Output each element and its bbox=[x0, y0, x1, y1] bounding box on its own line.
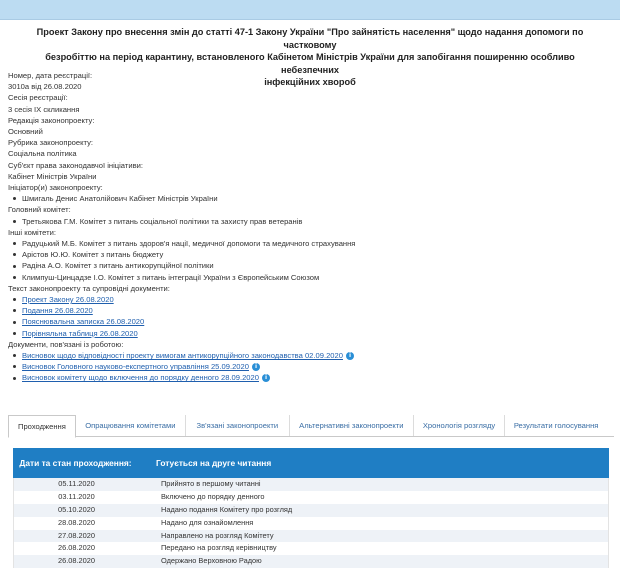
texts-list bbox=[8, 294, 620, 339]
other-committees-list bbox=[8, 238, 620, 283]
row-event: Направлено на розгляд Комітету bbox=[161, 530, 274, 540]
list-item: Радіна А.О. Комітет з питань антикорупційної політики bbox=[22, 260, 620, 271]
tab-review-chronology[interactable]: Хронологія розгляду bbox=[414, 415, 505, 436]
title-line: інфекційних хвороб bbox=[264, 77, 356, 87]
related-label: Документи, пов'язані із роботою: bbox=[8, 339, 124, 349]
list-item: Климпуш-Цинцадзе І.О. Комітет з питань інтеграції України з Європейським Союзом bbox=[22, 272, 620, 283]
other-committees-label: Інші комітети: bbox=[8, 227, 56, 237]
row-date: 27.08.2020 bbox=[58, 530, 95, 540]
related-link-committee-agenda[interactable]: Висновок комітету щодо включення до порядку денного 28.09.2020 bbox=[22, 373, 259, 383]
row-event: Надано подання Комітету про розгляд bbox=[161, 504, 293, 514]
doc-link-bill[interactable]: Проект Закону 26.08.2020 bbox=[22, 295, 114, 305]
header-current-status: Готується на друге читання bbox=[156, 458, 272, 468]
main-committee-label: Головний комітет: bbox=[8, 205, 71, 215]
tab-passage[interactable]: Проходження bbox=[8, 415, 76, 438]
bill-tabs-panel bbox=[8, 415, 614, 568]
session-value: 3 сесія IX скликання bbox=[8, 104, 80, 114]
row-date: 03.11.2020 bbox=[58, 491, 95, 501]
list-item bbox=[22, 350, 620, 361]
table-header bbox=[13, 448, 609, 478]
tab-linked-bills[interactable]: Зв'язані законопроекти bbox=[186, 415, 290, 436]
title-line: Проект Закону про внесення змін до статті 47-1 Закону України "Про зайнятість населення" щодо надання допомоги по частковому bbox=[36, 27, 584, 50]
row-event: Надано для ознайомлення bbox=[161, 517, 254, 527]
edition-value: Основний bbox=[8, 127, 43, 137]
tab-bar bbox=[8, 415, 614, 437]
list-item bbox=[22, 361, 620, 372]
row-event: Передано на розгляд керівництву bbox=[161, 543, 277, 553]
doc-link-explanatory-note[interactable]: Пояснювальна записка 26.08.2020 bbox=[22, 317, 145, 327]
tab-committee-processing[interactable]: Опрацювання комітетами bbox=[76, 415, 186, 436]
info-icon[interactable]: i bbox=[262, 374, 270, 382]
list-item bbox=[22, 372, 620, 383]
row-event: Включено до порядку денного bbox=[161, 491, 265, 501]
texts-label: Текст законопроекту та супровідні документи: bbox=[8, 283, 170, 293]
bill-metadata bbox=[0, 64, 620, 384]
tab-alternative-bills[interactable]: Альтернативні законопроекти bbox=[290, 415, 414, 436]
row-date: 05.11.2020 bbox=[58, 479, 95, 488]
initiators-list bbox=[8, 193, 620, 204]
subject-value: Кабінет Міністрів України bbox=[8, 171, 97, 181]
row-event: Прийнято в першому читанні bbox=[161, 479, 261, 488]
rubric-label: Рубрика законопроекту: bbox=[8, 138, 93, 148]
session-label: Сесія реєстрації: bbox=[8, 93, 68, 103]
list-item bbox=[22, 305, 620, 316]
row-date: 26.08.2020 bbox=[58, 556, 95, 566]
list-item: Радуцький М.Б. Комітет з питань здоров'я нації, медичної допомоги та медичного страхування bbox=[22, 238, 620, 249]
row-event: Одержано Верховною Радою bbox=[161, 556, 262, 566]
row-date: 28.08.2020 bbox=[58, 517, 95, 527]
table-row bbox=[14, 530, 608, 543]
edition-label: Редакція законопроекту: bbox=[8, 115, 95, 125]
top-banner-strip bbox=[0, 0, 620, 20]
table-row bbox=[14, 542, 608, 555]
row-date: 05.10.2020 bbox=[58, 504, 95, 514]
rubric-value: Соціальна політика bbox=[8, 149, 77, 159]
reg-value: 3010а від 26.08.2020 bbox=[8, 82, 82, 92]
header-dates: Дати та стан проходження: bbox=[19, 458, 132, 468]
related-list bbox=[8, 350, 620, 384]
doc-link-submission[interactable]: Подання 26.08.2020 bbox=[22, 306, 93, 316]
doc-link-comparison-table[interactable]: Порівняльна таблиця 26.08.2020 bbox=[22, 328, 138, 338]
table-row bbox=[14, 555, 608, 568]
table-row bbox=[14, 478, 608, 491]
table-row bbox=[14, 504, 608, 517]
list-item: Арістов Ю.Ю. Комітет з питань бюджету bbox=[22, 249, 620, 260]
tab-voting-results[interactable]: Результати голосування bbox=[513, 421, 599, 430]
row-date: 26.08.2020 bbox=[58, 543, 95, 553]
related-link-expert-department[interactable]: Висновок Головного науково-експертного управління 25.09.2020 bbox=[22, 362, 249, 372]
list-item: Шмигаль Денис Анатолійович Кабінет Міністрів України bbox=[22, 193, 620, 204]
list-item bbox=[22, 294, 620, 305]
initiators-label: Ініціатор(и) законопроекту: bbox=[8, 183, 103, 193]
info-icon[interactable]: i bbox=[252, 363, 260, 371]
table-body bbox=[13, 478, 609, 568]
subject-label: Суб'єкт права законодавчої ініціативи: bbox=[8, 160, 143, 170]
related-link-anticorruption[interactable]: Висновок щодо відповідності проекту вимогам антикорупційного законодавства 02.09.2020 bbox=[22, 351, 343, 361]
table-row bbox=[14, 517, 608, 530]
passage-table bbox=[13, 448, 609, 568]
info-icon[interactable]: i bbox=[346, 352, 354, 360]
title-line: безробіттю на період карантину, встановленого Кабінетом Міністрів України для запобігання поширенню особливо небезпечних bbox=[45, 52, 575, 75]
list-item bbox=[22, 316, 620, 327]
table-row bbox=[14, 491, 608, 504]
reg-label: Номер, дата реєстрації: bbox=[8, 71, 93, 80]
list-item: Третьякова Г.М. Комітет з питань соціальної політики та захисту прав ветеранів bbox=[22, 216, 620, 227]
main-committee-list bbox=[8, 216, 620, 227]
list-item bbox=[22, 328, 620, 339]
